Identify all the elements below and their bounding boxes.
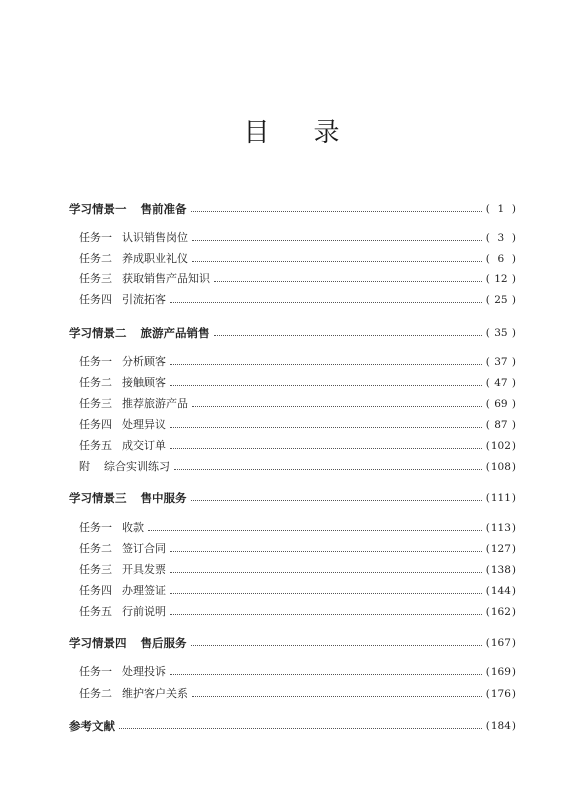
- section-row-code: 学习情景四: [69, 636, 127, 650]
- task-row: [0, 417, 583, 433]
- task-row-code: 任务五: [79, 605, 112, 618]
- task-row: [0, 271, 583, 287]
- task-row-page-number: (127): [485, 543, 516, 555]
- dot-leader: [191, 211, 482, 212]
- task-row-heading: [79, 251, 188, 267]
- task-row: [0, 292, 583, 308]
- task-row-heading: [79, 664, 166, 680]
- dot-leader: [191, 645, 482, 646]
- task-row-title: 养成职业礼仪: [122, 252, 188, 265]
- task-row-heading: [79, 417, 166, 433]
- task-row-heading: [79, 375, 166, 391]
- dot-leader: [214, 281, 482, 282]
- task-row-heading: [79, 520, 144, 536]
- appendix-row-title: 综合实训练习: [104, 460, 170, 473]
- appendix-row-code: 附: [79, 460, 90, 473]
- task-row-heading: [79, 604, 166, 620]
- task-row-page-number: (138): [485, 564, 516, 576]
- references-row-heading: [69, 718, 115, 734]
- task-row-code: 任务一: [79, 231, 112, 244]
- task-row-title: 签订合同: [122, 542, 166, 555]
- section-row-page-number: ( 35 ): [485, 327, 516, 339]
- appendix-row-heading: [79, 459, 170, 475]
- task-row-heading: [79, 686, 188, 702]
- task-row: [0, 604, 583, 620]
- section-row-title: 旅游产品销售: [140, 326, 210, 340]
- task-row-title: 接触顾客: [122, 376, 166, 389]
- dot-leader: [170, 364, 482, 365]
- dot-leader: [170, 427, 482, 428]
- task-row-code: 任务二: [79, 376, 112, 389]
- dot-leader: [170, 385, 482, 386]
- section-row-title: 售后服务: [140, 636, 187, 650]
- task-row-title: 推荐旅游产品: [122, 397, 188, 410]
- section-row-code: 学习情景二: [69, 326, 127, 340]
- task-row-page-number: ( 87 ): [485, 419, 516, 431]
- references-row: [0, 718, 583, 734]
- dot-leader: [192, 406, 482, 407]
- task-row: [0, 583, 583, 599]
- dot-leader: [192, 261, 482, 262]
- dot-leader: [192, 696, 482, 697]
- dot-leader: [191, 500, 482, 501]
- task-row-title: 办理签证: [122, 584, 166, 597]
- dot-leader: [192, 240, 482, 241]
- task-row: [0, 520, 583, 536]
- task-row-title: 成交订单: [122, 439, 166, 452]
- task-row-page-number: ( 37 ): [485, 356, 516, 368]
- task-row-code: 任务三: [79, 272, 112, 285]
- task-row-page-number: ( 25 ): [485, 294, 516, 306]
- dot-leader: [170, 674, 482, 675]
- section-row-heading: [69, 201, 187, 217]
- task-row-code: 任务二: [79, 252, 112, 265]
- page-title-char: 录: [313, 118, 340, 148]
- task-row-page-number: ( 12 ): [485, 273, 516, 285]
- task-row: [0, 438, 583, 454]
- dot-leader: [170, 551, 482, 552]
- task-row: [0, 396, 583, 412]
- task-row-title: 开具发票: [122, 563, 166, 576]
- dot-leader: [214, 335, 482, 336]
- task-row-code: 任务一: [79, 521, 112, 534]
- task-row: [0, 354, 583, 370]
- task-row-heading: [79, 562, 166, 578]
- dot-leader: [119, 728, 482, 729]
- section-row: [0, 635, 583, 651]
- task-row-heading: [79, 438, 166, 454]
- task-row-page-number: (144): [485, 585, 516, 597]
- page-title-char: 目: [243, 118, 270, 148]
- task-row-title: 收款: [122, 521, 144, 534]
- task-row-page-number: (162): [485, 606, 516, 618]
- task-row-page-number: ( 3 ): [485, 232, 516, 244]
- section-row-heading: [69, 490, 187, 506]
- section-row: [0, 490, 583, 506]
- references-row-page-number: (184): [485, 720, 516, 732]
- task-row-code: 任务一: [79, 355, 112, 368]
- task-row-title: 处理投诉: [122, 665, 166, 678]
- page-title: [0, 112, 583, 149]
- task-row: [0, 230, 583, 246]
- task-row: [0, 251, 583, 267]
- task-row-heading: [79, 541, 166, 557]
- task-row-page-number: ( 47 ): [485, 377, 516, 389]
- task-row-code: 任务三: [79, 563, 112, 576]
- section-row-heading: [69, 635, 187, 651]
- appendix-row-page-number: (108): [485, 461, 516, 473]
- dot-leader: [170, 302, 482, 303]
- task-row-heading: [79, 292, 166, 308]
- task-row: [0, 562, 583, 578]
- task-row-code: 任务五: [79, 439, 112, 452]
- appendix-row: [0, 459, 583, 475]
- section-row: [0, 325, 583, 341]
- task-row: [0, 541, 583, 557]
- task-row-heading: [79, 396, 188, 412]
- section-row-page-number: (167): [485, 637, 516, 649]
- task-row-title: 分析顾客: [122, 355, 166, 368]
- task-row-page-number: ( 6 ): [485, 253, 516, 265]
- section-row: [0, 201, 583, 217]
- task-row-heading: [79, 271, 210, 287]
- section-row-page-number: ( 1 ): [485, 203, 516, 215]
- task-row-title: 引流拓客: [122, 293, 166, 306]
- section-row-page-number: (111): [485, 492, 516, 504]
- task-row-title: 处理异议: [122, 418, 166, 431]
- task-row: [0, 664, 583, 680]
- dot-leader: [174, 469, 482, 470]
- task-row-heading: [79, 230, 188, 246]
- task-row-code: 任务三: [79, 397, 112, 410]
- task-row-code: 任务四: [79, 418, 112, 431]
- task-row-code: 任务二: [79, 687, 112, 700]
- task-row-heading: [79, 354, 166, 370]
- task-row-page-number: (113): [485, 522, 516, 534]
- task-row: [0, 686, 583, 702]
- task-row: [0, 375, 583, 391]
- task-row-code: 任务四: [79, 293, 112, 306]
- section-row-title: 售前准备: [140, 202, 187, 216]
- task-row-code: 任务一: [79, 665, 112, 678]
- references-row-code: 参考文献: [69, 719, 115, 733]
- task-row-page-number: ( 69 ): [485, 398, 516, 410]
- task-row-page-number: (102): [485, 440, 516, 452]
- task-row-code: 任务二: [79, 542, 112, 555]
- dot-leader: [170, 593, 482, 594]
- task-row-page-number: (169): [485, 666, 516, 678]
- task-row-page-number: (176): [485, 688, 516, 700]
- section-row-heading: [69, 325, 210, 341]
- task-row-heading: [79, 583, 166, 599]
- task-row-title: 认识销售岗位: [122, 231, 188, 244]
- task-row-code: 任务四: [79, 584, 112, 597]
- dot-leader: [148, 530, 482, 531]
- dot-leader: [170, 448, 482, 449]
- section-row-code: 学习情景一: [69, 202, 127, 216]
- task-row-title: 维护客户关系: [122, 687, 188, 700]
- section-row-code: 学习情景三: [69, 491, 127, 505]
- task-row-title: 行前说明: [122, 605, 166, 618]
- task-row-title: 获取销售产品知识: [122, 272, 210, 285]
- dot-leader: [170, 572, 482, 573]
- section-row-title: 售中服务: [140, 491, 187, 505]
- dot-leader: [170, 614, 482, 615]
